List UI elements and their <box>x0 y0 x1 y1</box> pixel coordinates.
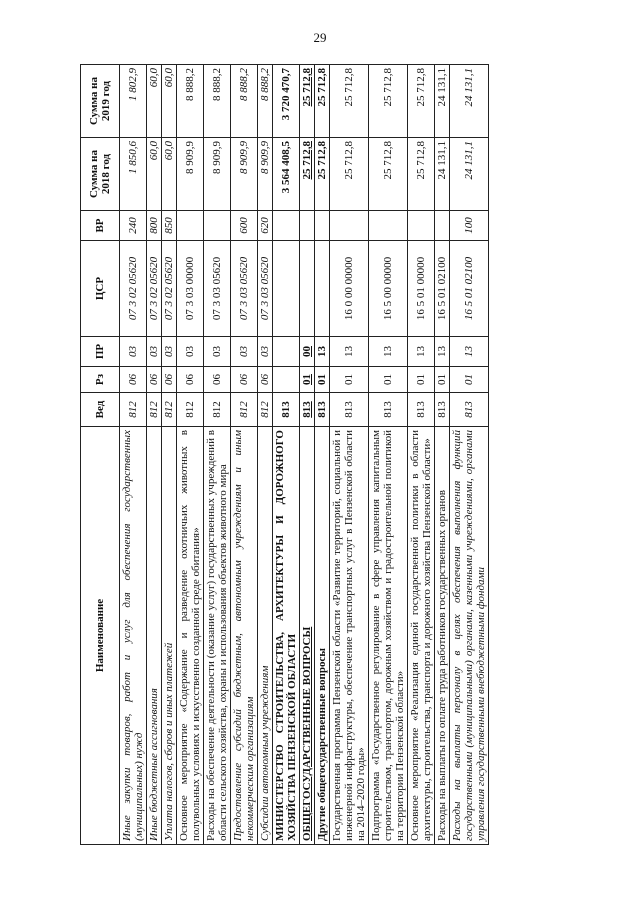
cell-sum-2018: 8 909,9 <box>231 138 258 211</box>
cell-name: ОБЩЕГОСУДАРСТВЕННЫЕ ВОПРОСЫ <box>300 427 315 845</box>
cell-csr: 16 5 01 00000 <box>408 241 435 337</box>
cell-name: Расходы на выплаты персоналу в целях обеспечения выполнения функций государственными (муниципальными) органами, казенными учреждениями, органами управления государственными внебюджетными фондами <box>450 427 489 845</box>
cell-name: Основное мероприятие «Содержание и разведение охотничьих животных в полувольных условиях и искусственно созданной среде обитания» <box>177 427 204 845</box>
cell-sum-2019: 25 712,8 <box>369 65 408 138</box>
cell-name: Субсидии автономным учреждениям <box>258 427 273 845</box>
cell-name: Расходы на обеспечение деятельности (оказание услуг) государственных учреждений в области сельского хозяйства, охраны и использования объектов животного мира <box>204 427 231 845</box>
table-row <box>450 65 489 845</box>
rotated-table-wrapper <box>80 65 550 845</box>
cell-rz: 01 <box>330 367 369 393</box>
header-ved: Вед <box>81 393 120 427</box>
cell-rz: 01 <box>435 367 450 393</box>
cell-csr: 07 3 02 05620 <box>120 241 147 337</box>
cell-vr: 800 <box>147 211 162 241</box>
cell-sum-2019: 8 888,2 <box>231 65 258 138</box>
cell-sum-2019: 25 712,8 <box>330 65 369 138</box>
table-row <box>435 65 450 845</box>
cell-vr <box>408 211 435 241</box>
cell-ved: 812 <box>258 393 273 427</box>
cell-vr: 620 <box>258 211 273 241</box>
table-row <box>204 65 231 845</box>
cell-sum-2018: 24 131,1 <box>435 138 450 211</box>
budget-table <box>80 64 489 845</box>
cell-name: Расходы на выплаты по оплате труда работников государственных органов <box>435 427 450 845</box>
cell-vr: 240 <box>120 211 147 241</box>
table-body <box>120 65 489 845</box>
cell-csr <box>273 241 300 337</box>
cell-rz: 06 <box>231 367 258 393</box>
cell-sum-2019: 24 131,1 <box>435 65 450 138</box>
cell-pr: 03 <box>177 337 204 367</box>
cell-sum-2018: 1 850,6 <box>120 138 147 211</box>
table-row <box>177 65 204 845</box>
cell-sum-2018: 24 131,1 <box>450 138 489 211</box>
cell-ved: 813 <box>300 393 315 427</box>
header-rz: Рз <box>81 367 120 393</box>
cell-csr: 16 5 01 02100 <box>450 241 489 337</box>
cell-sum-2018: 8 909,9 <box>177 138 204 211</box>
table-row <box>315 65 330 845</box>
cell-ved: 812 <box>147 393 162 427</box>
cell-csr: 16 5 00 00000 <box>369 241 408 337</box>
cell-csr <box>300 241 315 337</box>
cell-pr: 03 <box>231 337 258 367</box>
cell-csr: 07 3 03 05620 <box>258 241 273 337</box>
cell-csr: 07 3 03 05620 <box>231 241 258 337</box>
cell-sum-2019: 8 888,2 <box>204 65 231 138</box>
cell-sum-2018: 25 712,8 <box>315 138 330 211</box>
cell-name: Государственная программа Пензенской области «Развитие территорий, социальной и инженерной инфраструктуры, обеспечение транспортных услуг в Пензенской области на 2014–2020 годы» <box>330 427 369 845</box>
cell-ved: 812 <box>162 393 177 427</box>
cell-sum-2019: 8 888,2 <box>258 65 273 138</box>
header-vr: ВР <box>81 211 120 241</box>
cell-sum-2019: 24 131,1 <box>450 65 489 138</box>
cell-rz: 01 <box>408 367 435 393</box>
cell-sum-2018: 8 909,9 <box>204 138 231 211</box>
cell-name: Другие общегосударственные вопросы <box>315 427 330 845</box>
cell-rz: 01 <box>369 367 408 393</box>
cell-sum-2019: 3 720 470,7 <box>273 65 300 138</box>
cell-pr: 00 <box>300 337 315 367</box>
cell-pr: 03 <box>258 337 273 367</box>
cell-ved: 812 <box>231 393 258 427</box>
table-row <box>330 65 369 845</box>
cell-name: Подпрограмма «Государственное регулирование в сфере управления капитальным строительством, транспортом, дорожным хозяйством и градостроительной политикой на территории Пензенской области» <box>369 427 408 845</box>
header-name: Наименование <box>81 427 120 845</box>
cell-sum-2018: 25 712,8 <box>408 138 435 211</box>
cell-sum-2018: 60,0 <box>162 138 177 211</box>
cell-sum-2018: 60,0 <box>147 138 162 211</box>
cell-sum-2019: 60,0 <box>147 65 162 138</box>
header-pr: ПР <box>81 337 120 367</box>
cell-vr <box>330 211 369 241</box>
cell-name: Иные закупки товаров, работ и услуг для обеспечения государственных (муниципальных) нужд <box>120 427 147 845</box>
cell-rz: 01 <box>300 367 315 393</box>
cell-name: Предоставление субсидий бюджетным, автономным учреждениям и иным некоммерческим организациям <box>231 427 258 845</box>
cell-vr <box>435 211 450 241</box>
cell-ved: 812 <box>177 393 204 427</box>
cell-sum-2019: 25 712,8 <box>300 65 315 138</box>
cell-rz: 06 <box>177 367 204 393</box>
cell-pr: 13 <box>369 337 408 367</box>
cell-ved: 812 <box>120 393 147 427</box>
cell-sum-2019: 25 712,8 <box>315 65 330 138</box>
table-row <box>369 65 408 845</box>
cell-rz: 06 <box>204 367 231 393</box>
cell-name: Уплата налогов, сборов и иных платежей <box>162 427 177 845</box>
cell-pr: 13 <box>435 337 450 367</box>
table-row <box>273 65 300 845</box>
table-row <box>162 65 177 845</box>
page-number: 29 <box>313 30 327 45</box>
cell-rz: 06 <box>162 367 177 393</box>
table-row <box>258 65 273 845</box>
header-sum-2019: Сумма на 2019 год <box>81 65 120 138</box>
cell-sum-2018: 8 909,9 <box>258 138 273 211</box>
cell-csr: 07 3 02 05620 <box>162 241 177 337</box>
cell-name: Основное мероприятие «Реализация единой государственной политики в области архитектуры, строительства, транспорта и дорожного хозяйства Пензенской области» <box>408 427 435 845</box>
cell-sum-2018: 25 712,8 <box>330 138 369 211</box>
cell-rz: 06 <box>258 367 273 393</box>
cell-pr: 13 <box>315 337 330 367</box>
cell-name: Иные бюджетные ассигнования <box>147 427 162 845</box>
cell-csr <box>315 241 330 337</box>
cell-csr: 07 3 03 05620 <box>204 241 231 337</box>
cell-sum-2019: 60,0 <box>162 65 177 138</box>
cell-sum-2018: 3 564 408,5 <box>273 138 300 211</box>
cell-pr: 13 <box>408 337 435 367</box>
cell-csr: 07 3 03 00000 <box>177 241 204 337</box>
cell-csr: 16 0 00 00000 <box>330 241 369 337</box>
cell-vr <box>369 211 408 241</box>
table-row <box>231 65 258 845</box>
cell-ved: 813 <box>408 393 435 427</box>
cell-pr: 13 <box>330 337 369 367</box>
cell-pr: 03 <box>120 337 147 367</box>
cell-rz: 06 <box>147 367 162 393</box>
header-row <box>81 65 120 845</box>
cell-ved: 813 <box>369 393 408 427</box>
table-row <box>120 65 147 845</box>
cell-csr: 16 5 01 02100 <box>435 241 450 337</box>
cell-rz: 01 <box>450 367 489 393</box>
header-sum-2018: Сумма на 2018 год <box>81 138 120 211</box>
cell-vr <box>177 211 204 241</box>
table-row <box>408 65 435 845</box>
cell-sum-2019: 8 888,2 <box>177 65 204 138</box>
cell-ved: 813 <box>330 393 369 427</box>
cell-rz <box>273 367 300 393</box>
table-row <box>300 65 315 845</box>
cell-pr: 03 <box>204 337 231 367</box>
cell-vr <box>204 211 231 241</box>
cell-rz: 06 <box>120 367 147 393</box>
cell-rz: 01 <box>315 367 330 393</box>
cell-sum-2019: 1 802,9 <box>120 65 147 138</box>
cell-vr: 850 <box>162 211 177 241</box>
cell-ved: 813 <box>435 393 450 427</box>
cell-pr: 13 <box>450 337 489 367</box>
cell-ved: 813 <box>450 393 489 427</box>
cell-sum-2018: 25 712,8 <box>300 138 315 211</box>
cell-ved: 813 <box>315 393 330 427</box>
header-csr: ЦСР <box>81 241 120 337</box>
cell-ved: 812 <box>204 393 231 427</box>
table-row <box>147 65 162 845</box>
cell-pr: 03 <box>162 337 177 367</box>
cell-vr: 600 <box>231 211 258 241</box>
cell-name: МИНИСТЕРСТВО СТРОИТЕЛЬСТВА, АРХИТЕКТУРЫ И ДОРОЖНОГО ХОЗЯЙСТВА ПЕНЗЕНСКОЙ ОБЛАСТИ <box>273 427 300 845</box>
cell-csr: 07 3 02 05620 <box>147 241 162 337</box>
cell-ved: 813 <box>273 393 300 427</box>
cell-vr <box>315 211 330 241</box>
cell-vr <box>300 211 315 241</box>
cell-vr <box>273 211 300 241</box>
cell-pr: 03 <box>147 337 162 367</box>
cell-sum-2018: 25 712,8 <box>369 138 408 211</box>
cell-vr: 100 <box>450 211 489 241</box>
cell-sum-2019: 25 712,8 <box>408 65 435 138</box>
cell-pr <box>273 337 300 367</box>
